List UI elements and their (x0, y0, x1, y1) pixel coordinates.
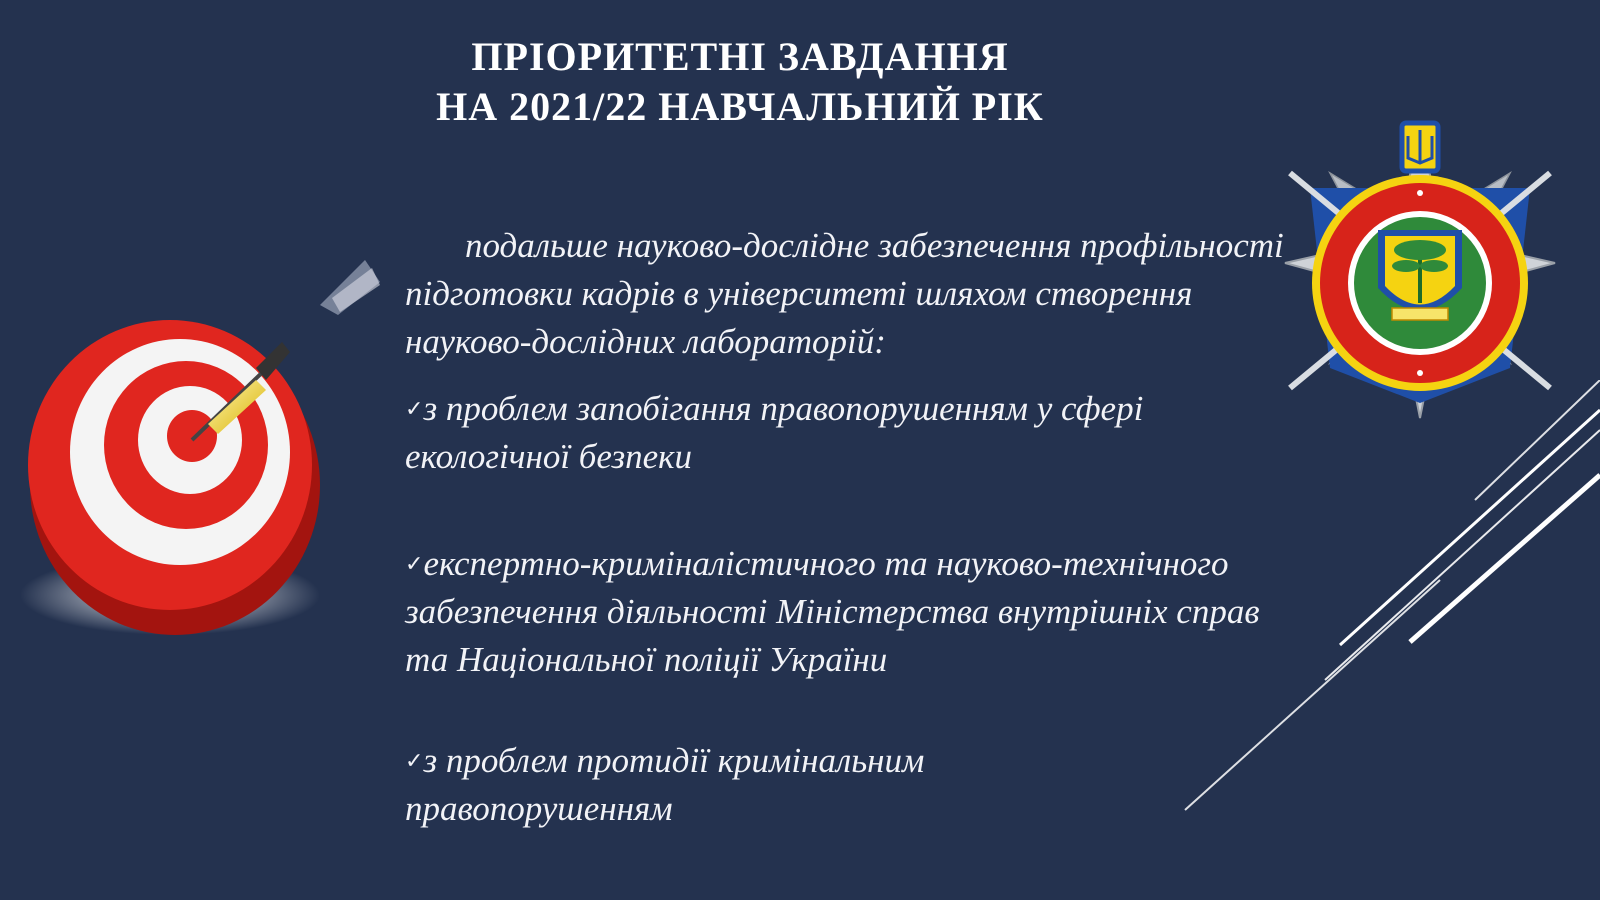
list-item (405, 385, 1285, 481)
slide-title (340, 32, 1140, 132)
decorative-lines (1180, 380, 1600, 820)
intro-paragraph: подальше науково-дослідне забезпечення профільності підготовки кадрів в університеті шляхом створення науково-дослідних лабораторій: (405, 226, 1284, 361)
check-icon: ✓ (405, 748, 424, 773)
title-line-1: ПРІОРИТЕТНІ ЗАВДАННЯ (471, 34, 1009, 79)
dartboard-target-icon (20, 240, 380, 660)
list-item (405, 737, 1105, 833)
list-item-text: з проблем протидії кримінальним правопорушенням (405, 741, 925, 828)
list-item (405, 540, 1305, 684)
list-item-text: експертно-криміналістичного та науково-технічного забезпечення діяльності Міністерства внутрішніх справ та Національної поліції України (405, 544, 1260, 679)
list-item-text: з проблем запобігання правопорушенням у сфері екологічної безпеки (405, 389, 1144, 476)
check-icon: ✓ (405, 396, 424, 421)
title-line-2: НА 2021/22 НАВЧАЛЬНИЙ РІК (436, 84, 1044, 129)
check-icon: ✓ (405, 551, 424, 576)
